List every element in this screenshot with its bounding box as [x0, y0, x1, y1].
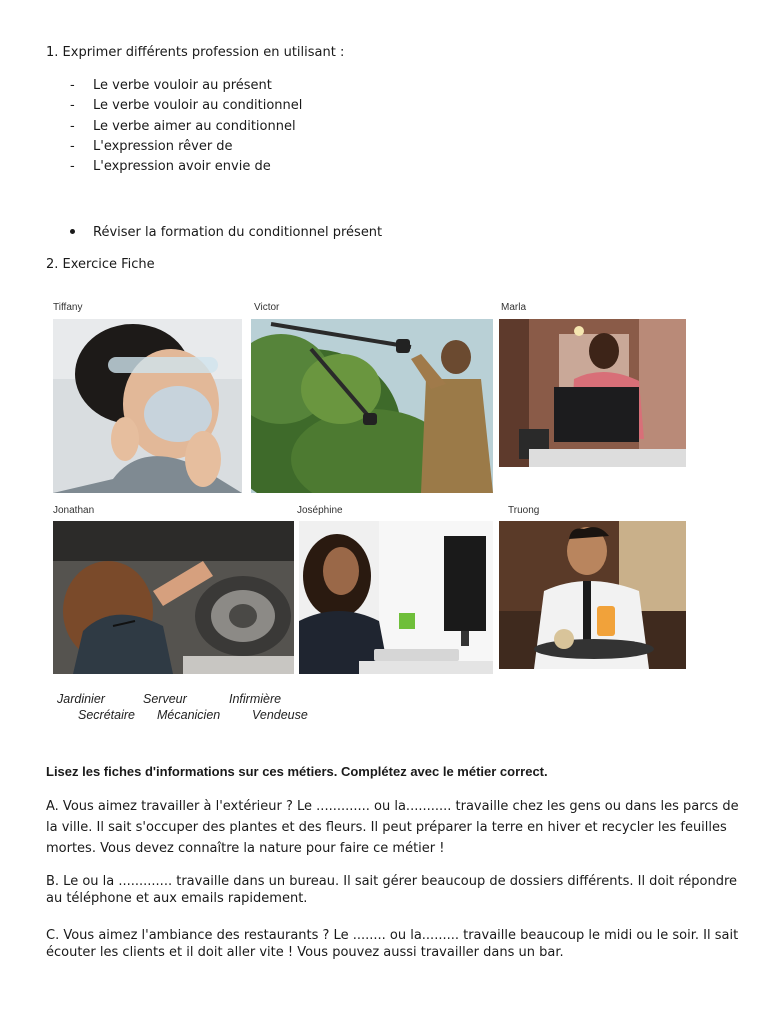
- exercise-instruction: Lisez les fiches d'informations sur ces métiers. Complétez avec le métier correct.: [46, 764, 548, 779]
- photo-label-marla: Marla: [501, 302, 527, 313]
- word-vendeuse: Vendeuse: [252, 708, 308, 722]
- section-1-title: 1. Exprimer différents profession en utilisant :: [46, 45, 345, 60]
- photo-jonathan: [53, 521, 294, 674]
- word-jardinier: Jardinier: [57, 692, 105, 706]
- photo-label-tiffany: Tiffany: [53, 302, 83, 313]
- list-item: L'expression avoir envie de: [93, 159, 271, 174]
- list-dash: -: [70, 98, 75, 113]
- photo-label-truong: Truong: [508, 505, 540, 516]
- list-dash: -: [70, 159, 75, 174]
- photo-label-josephine: Joséphine: [297, 505, 343, 516]
- list-item: Le verbe vouloir au présent: [93, 78, 272, 93]
- list-item: Le verbe vouloir au conditionnel: [93, 98, 303, 113]
- word-mecanicien: Mécanicien: [157, 708, 221, 722]
- list-item: L'expression rêver de: [93, 139, 233, 154]
- word-infirmiere: Infirmière: [229, 692, 282, 706]
- section-2-title: 2. Exercice Fiche: [46, 257, 155, 272]
- list-dash: -: [70, 78, 75, 93]
- photo-victor: [251, 319, 493, 493]
- photo-truong: [499, 521, 686, 669]
- exercise-a-line-2: la ville. Il sait s'occuper des plantes et des fleurs. Il peut préparer la terre en hiver et recycler les feuilles: [46, 820, 727, 835]
- list-dash: -: [70, 139, 75, 154]
- bullet-dot: [70, 229, 75, 234]
- list-item: Le verbe aimer au conditionnel: [93, 119, 296, 134]
- photo-josephine: [299, 521, 493, 674]
- word-secretaire: Secrétaire: [78, 708, 135, 722]
- exercise-b-line-1: B. Le ou la ............. travaille dans un bureau. Il sait gérer beaucoup de dossiers différents. Il doit répondre: [46, 874, 738, 889]
- word-serveur: Serveur: [143, 692, 187, 706]
- exercise-a-line-3: mortes. Vous devez connaître la nature pour faire ce métier !: [46, 841, 445, 856]
- list-dash: -: [70, 119, 75, 134]
- exercise-c-line-1: C. Vous aimez l'ambiance des restaurants ? Le ........ ou la......... travaille beaucoup le midi ou le soir. Il sait: [46, 928, 739, 943]
- exercise-a-line-1: A. Vous aimez travailler à l'extérieur ? Le ............. ou la........... travaille chez les gens ou dans les parcs de: [46, 799, 739, 814]
- exercise-b-line-2: au téléphone et aux emails rapidement.: [46, 891, 308, 906]
- photo-marla: [499, 319, 686, 467]
- bullet-item: Réviser la formation du conditionnel présent: [93, 225, 383, 240]
- exercise-c-line-2: écouter les clients et il doit aller vite ! Vous pouvez aussi travailler dans un bar.: [46, 945, 564, 960]
- photo-label-victor: Victor: [254, 302, 280, 313]
- photo-tiffany: [53, 319, 242, 493]
- photo-label-jonathan: Jonathan: [53, 505, 95, 516]
